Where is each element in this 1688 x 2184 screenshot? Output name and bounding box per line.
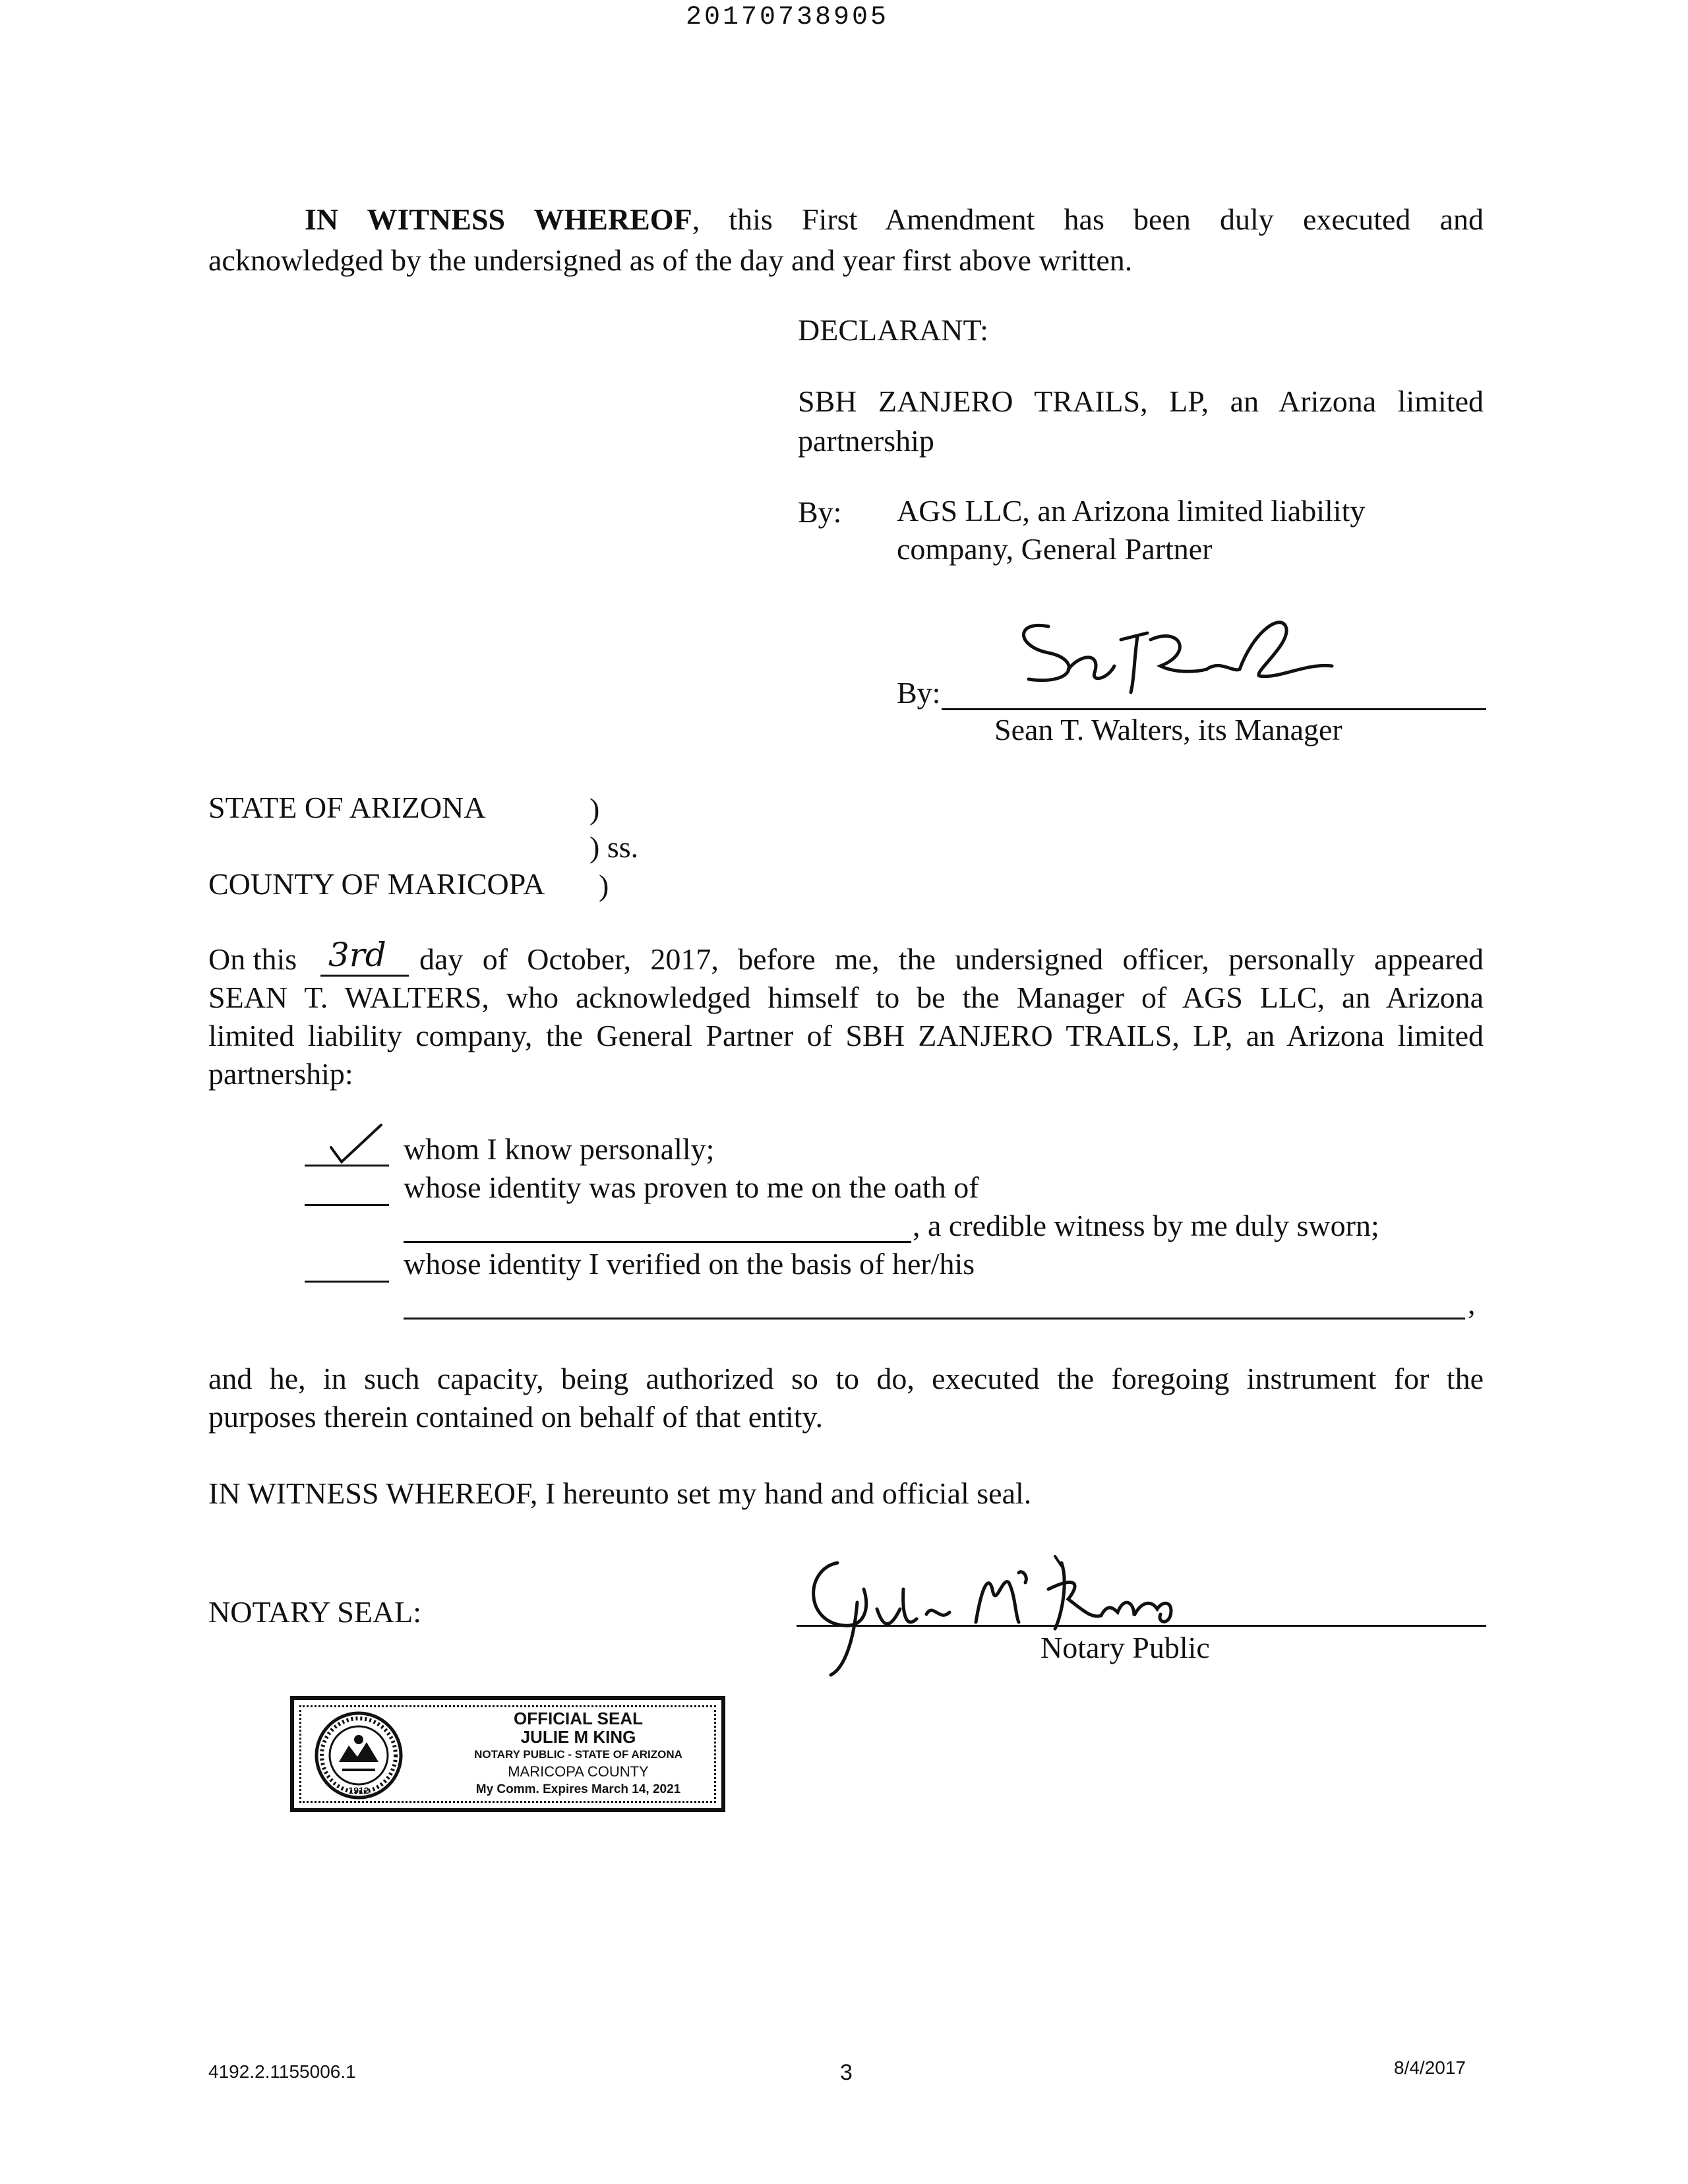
stamp-line1: OFFICIAL SEAL (514, 1709, 643, 1728)
recording-number: 20170738905 (686, 3, 889, 32)
notary-seal-label: NOTARY SEAL: (208, 1595, 422, 1629)
signer-caption: Sean T. Walters, its Manager (994, 713, 1342, 746)
footer-page-number: 3 (840, 2060, 853, 2085)
check-mark-icon (327, 1121, 386, 1167)
witness-paragraph-line1 (305, 200, 1484, 239)
venue-paren-1: ) (589, 792, 600, 826)
venue-county: COUNTY OF MARICOPA (208, 867, 545, 901)
option2-text-b: , a credible witness by me duly sworn; (913, 1209, 1379, 1242)
footer-doc-id: 4192.2.1155006.1 (208, 2061, 356, 2082)
general-partner-line2: company, General Partner (897, 532, 1213, 566)
ack-line4: partnership: (208, 1057, 353, 1091)
manager-signature (1002, 607, 1358, 712)
witness-line1-rest: , this First Amendment has been duly executed and (692, 202, 1484, 236)
by-label-1: By: (798, 495, 842, 529)
venue-paren-3: ) (599, 868, 609, 902)
ack-line3: limited liability company, the General Partner of SBH ZANJERO TRAILS, LP, an Arizona limited (208, 1019, 1484, 1052)
closing-statement: IN WITNESS WHEREOF, I hereunto set my hand and official seal. (208, 1476, 1032, 1510)
general-partner-line1: AGS LLC, an Arizona limited liability (897, 494, 1366, 528)
state-seal-emblem (313, 1709, 405, 1802)
notary-stamp (290, 1696, 725, 1812)
venue-state: STATE OF ARIZONA (208, 791, 486, 824)
seal-year: 1912 (348, 1785, 369, 1796)
option3-basis-line (404, 1318, 1465, 1320)
declarant-entity-line1: SBH ZANJERO TRAILS, LP, an Arizona limited (798, 384, 1484, 418)
witness-lead: IN WITNESS WHEREOF (305, 202, 692, 236)
day-blank-line (320, 975, 409, 977)
option3-text: whose identity I verified on the basis of her/his (404, 1247, 975, 1281)
by-label-2: By: (897, 676, 941, 710)
capacity-line1: and he, in such capacity, being authorized so to do, executed the foregoing instrument for the (208, 1362, 1484, 1395)
ack-line1: day of October, 2017, before me, the undersigned officer, personally appeared (419, 942, 1484, 976)
stamp-line4: MARICOPA COUNTY (508, 1763, 649, 1780)
option1-text: whom I know personally; (404, 1132, 715, 1166)
notary-caption: Notary Public (1040, 1631, 1210, 1664)
option2-blank (305, 1204, 389, 1206)
option3-comma: , (1468, 1287, 1476, 1320)
ack-line2: SEAN T. WALTERS, who acknowledged himself to be the Manager of AGS LLC, an Arizona (208, 981, 1484, 1014)
venue-ss: ) ss. (589, 830, 639, 864)
witness-paragraph-line2: acknowledged by the undersigned as of the day and year first above written. (208, 243, 1133, 277)
footer-date: 8/4/2017 (1394, 2057, 1466, 2078)
stamp-line3: NOTARY PUBLIC - STATE OF ARIZONA (474, 1748, 682, 1761)
ack-on-this: On this (208, 942, 297, 976)
option3-blank (305, 1281, 389, 1283)
option2-witness-line (404, 1241, 911, 1243)
stamp-line2: JULIE M KING (520, 1727, 636, 1747)
declarant-entity-line2: partnership (798, 424, 934, 458)
stamp-line5: My Comm. Expires March 14, 2021 (475, 1782, 681, 1796)
declarant-label: DECLARANT: (798, 313, 989, 347)
capacity-line2: purposes therein contained on behalf of that entity. (208, 1400, 824, 1434)
day-handwritten: 3rd (328, 936, 386, 974)
option2-text: whose identity was proven to me on the oath of (404, 1170, 979, 1204)
